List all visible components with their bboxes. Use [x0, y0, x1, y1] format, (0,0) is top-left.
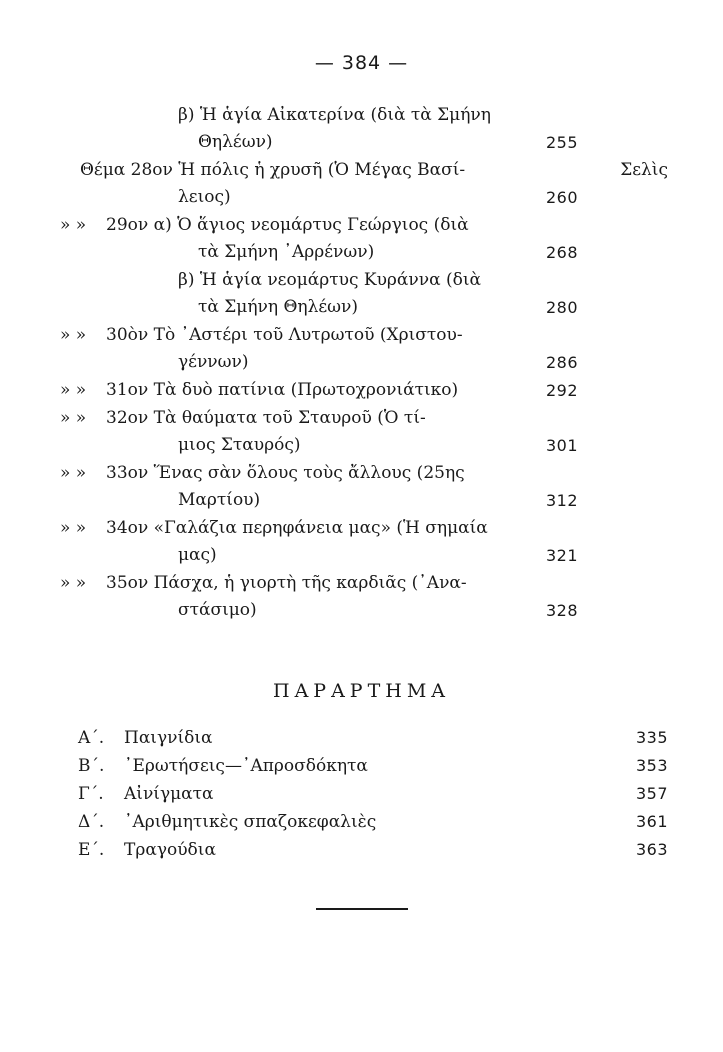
appendix-row-page-number: 363	[635, 840, 668, 859]
toc-entry-line	[60, 570, 578, 597]
toc-entry-page-number: 280	[545, 298, 578, 317]
toc-entry	[60, 102, 668, 156]
ditto-marks: » »	[60, 573, 87, 593]
toc-entry-text: β) Ἡ ἁγία Αἰκατερίνα (διὰ τὰ Σμήνη	[178, 105, 491, 125]
document-page	[0, 52, 723, 1052]
toc-entry-lines	[60, 212, 668, 266]
toc-entry-line	[60, 267, 578, 294]
toc-entry-line	[60, 460, 578, 487]
toc-entry-line	[60, 102, 578, 129]
toc-entry-text: 32ον Τὰ θαύματα τοῦ Σταυροῦ (Ὁ τί-	[106, 408, 426, 428]
toc-entry	[60, 405, 668, 459]
toc-entry-page-number: 255	[545, 133, 578, 152]
appendix-row	[78, 724, 668, 752]
appendix-row-label: Ε΄.	[78, 840, 105, 860]
toc-entry	[60, 212, 668, 266]
appendix-row-page-number: 353	[635, 756, 668, 775]
toc-entry-line	[60, 157, 578, 184]
toc-entry-lines	[60, 157, 668, 211]
toc-entry-line	[60, 542, 578, 569]
toc-entry-lines	[60, 102, 668, 156]
toc-entry-line	[60, 294, 578, 321]
toc-entry-line	[60, 239, 578, 266]
toc-entry-line	[60, 515, 578, 542]
toc-entry-text: τὰ Σμήνη Θηλέων)	[198, 297, 358, 317]
appendix-row-text: ᾿Αριθμητικὲς σπαζοκεφαλιὲς	[124, 812, 377, 832]
toc-entry-text: μιος Σταυρός)	[178, 435, 301, 455]
toc-entry	[60, 377, 668, 404]
toc-entry-page-number: 268	[545, 243, 578, 262]
ditto-marks: » »	[60, 215, 87, 235]
toc-entry	[60, 515, 668, 569]
appendix-list	[0, 724, 723, 864]
appendix-row-label: Α΄.	[78, 728, 105, 748]
toc-entry-line	[60, 432, 578, 459]
appendix-row-text: Αἰνίγματα	[124, 784, 214, 804]
toc-entry-text: Θηλέων)	[198, 132, 273, 152]
toc-entry-line	[60, 487, 578, 514]
appendix-row-page-number: 361	[635, 812, 668, 831]
toc-entry-text: μας)	[178, 545, 217, 565]
toc-entry-text: β) Ἡ ἁγία νεομάρτυς Κυράννα (διὰ	[178, 270, 481, 290]
toc-entry-line	[60, 322, 578, 349]
toc-entry-text: 29ον α) Ὁ ἅγιος νεομάρτυς Γεώργιος (διὰ	[106, 215, 469, 235]
toc-entry	[60, 460, 668, 514]
toc-entry-page-number: 286	[545, 353, 578, 372]
ditto-marks: » »	[60, 408, 87, 428]
appendix-row	[78, 808, 668, 836]
toc-entry-lines	[60, 460, 668, 514]
ditto-marks: » »	[60, 518, 87, 538]
toc-entry-line	[60, 377, 578, 404]
ditto-marks: » »	[60, 463, 87, 483]
toc-entry-text: στάσιμο)	[178, 600, 257, 620]
toc-entry-line	[60, 212, 578, 239]
toc-entry-text: 34ον «Γαλάζια περηφάνεια μας» (Ἡ σημαία	[106, 518, 488, 538]
toc-entry-lines	[60, 570, 668, 624]
appendix-row	[78, 780, 668, 808]
toc-entry-lines	[60, 405, 668, 459]
table-of-contents	[0, 102, 723, 624]
appendix-row-page-number: 357	[635, 784, 668, 803]
ditto-marks: » »	[60, 380, 87, 400]
toc-entry-text: Μαρτίου)	[178, 490, 261, 510]
appendix-title: ΠΑΡΑΡΤΗΜΑ	[273, 680, 450, 702]
toc-entry	[60, 570, 668, 624]
toc-entry-page-number: 260	[545, 188, 578, 207]
appendix-row	[78, 752, 668, 780]
appendix-row-text: Τραγούδια	[124, 840, 216, 860]
toc-entry-page-number: 301	[545, 436, 578, 455]
toc-entry-lines	[60, 515, 668, 569]
column-header-page-label: Σελὶς	[620, 160, 668, 180]
page-number: — 384 —	[314, 52, 409, 74]
appendix-row-label: Δ΄.	[78, 812, 105, 832]
toc-entry-text: 33ον Ἕνας σὰν ὅλους τοὺς ἄλλους (25ης	[106, 463, 465, 483]
toc-entry-text: 30ὸν Τὸ ᾿Αστέρι τοῦ Λυτρωτοῦ (Χριστου-	[106, 325, 463, 345]
toc-entry-line	[60, 184, 578, 211]
appendix-row-page-number: 335	[635, 728, 668, 747]
toc-entry-line	[60, 597, 578, 624]
footer-divider	[316, 908, 408, 910]
toc-entry-lines	[60, 322, 668, 376]
appendix-row-label: Γ΄.	[78, 784, 104, 804]
toc-entry-text: Θέμα 28ον Ἡ πόλις ἡ χρυσῆ (Ὁ Μέγας Βασί-	[80, 160, 466, 180]
toc-entry-page-number: 321	[545, 546, 578, 565]
ditto-marks: » »	[60, 325, 87, 345]
toc-entry	[60, 157, 668, 211]
toc-entry-page-number: 328	[545, 601, 578, 620]
toc-entry-page-number: 312	[545, 491, 578, 510]
toc-entry	[60, 322, 668, 376]
toc-entry-line	[60, 349, 578, 376]
toc-entry-text: 31ον Τὰ δυὸ πατίνια (Πρωτοχρονιάτικο)	[106, 380, 459, 400]
appendix-row	[78, 836, 668, 864]
toc-entry-text: λειος)	[178, 187, 231, 207]
toc-entry-line	[60, 405, 578, 432]
toc-entry-text: τὰ Σμήνη ᾿Αρρένων)	[198, 242, 375, 262]
toc-entry-lines	[60, 267, 668, 321]
toc-entry-line	[60, 129, 578, 156]
toc-entry	[60, 267, 668, 321]
toc-entry-text: γέννων)	[178, 352, 249, 372]
appendix-row-text: ᾿Ερωτήσεις—᾿Απροσδόκητα	[124, 756, 368, 776]
toc-entry-page-number: 292	[545, 381, 578, 400]
appendix-row-label: Β΄.	[78, 756, 105, 776]
appendix-row-text: Παιγνίδια	[124, 728, 213, 748]
toc-entry-text: 35ον Πάσχα, ἡ γιορτὴ τῆς καρδιᾶς (᾿Ανα-	[106, 573, 467, 593]
toc-entry-lines	[60, 377, 668, 404]
